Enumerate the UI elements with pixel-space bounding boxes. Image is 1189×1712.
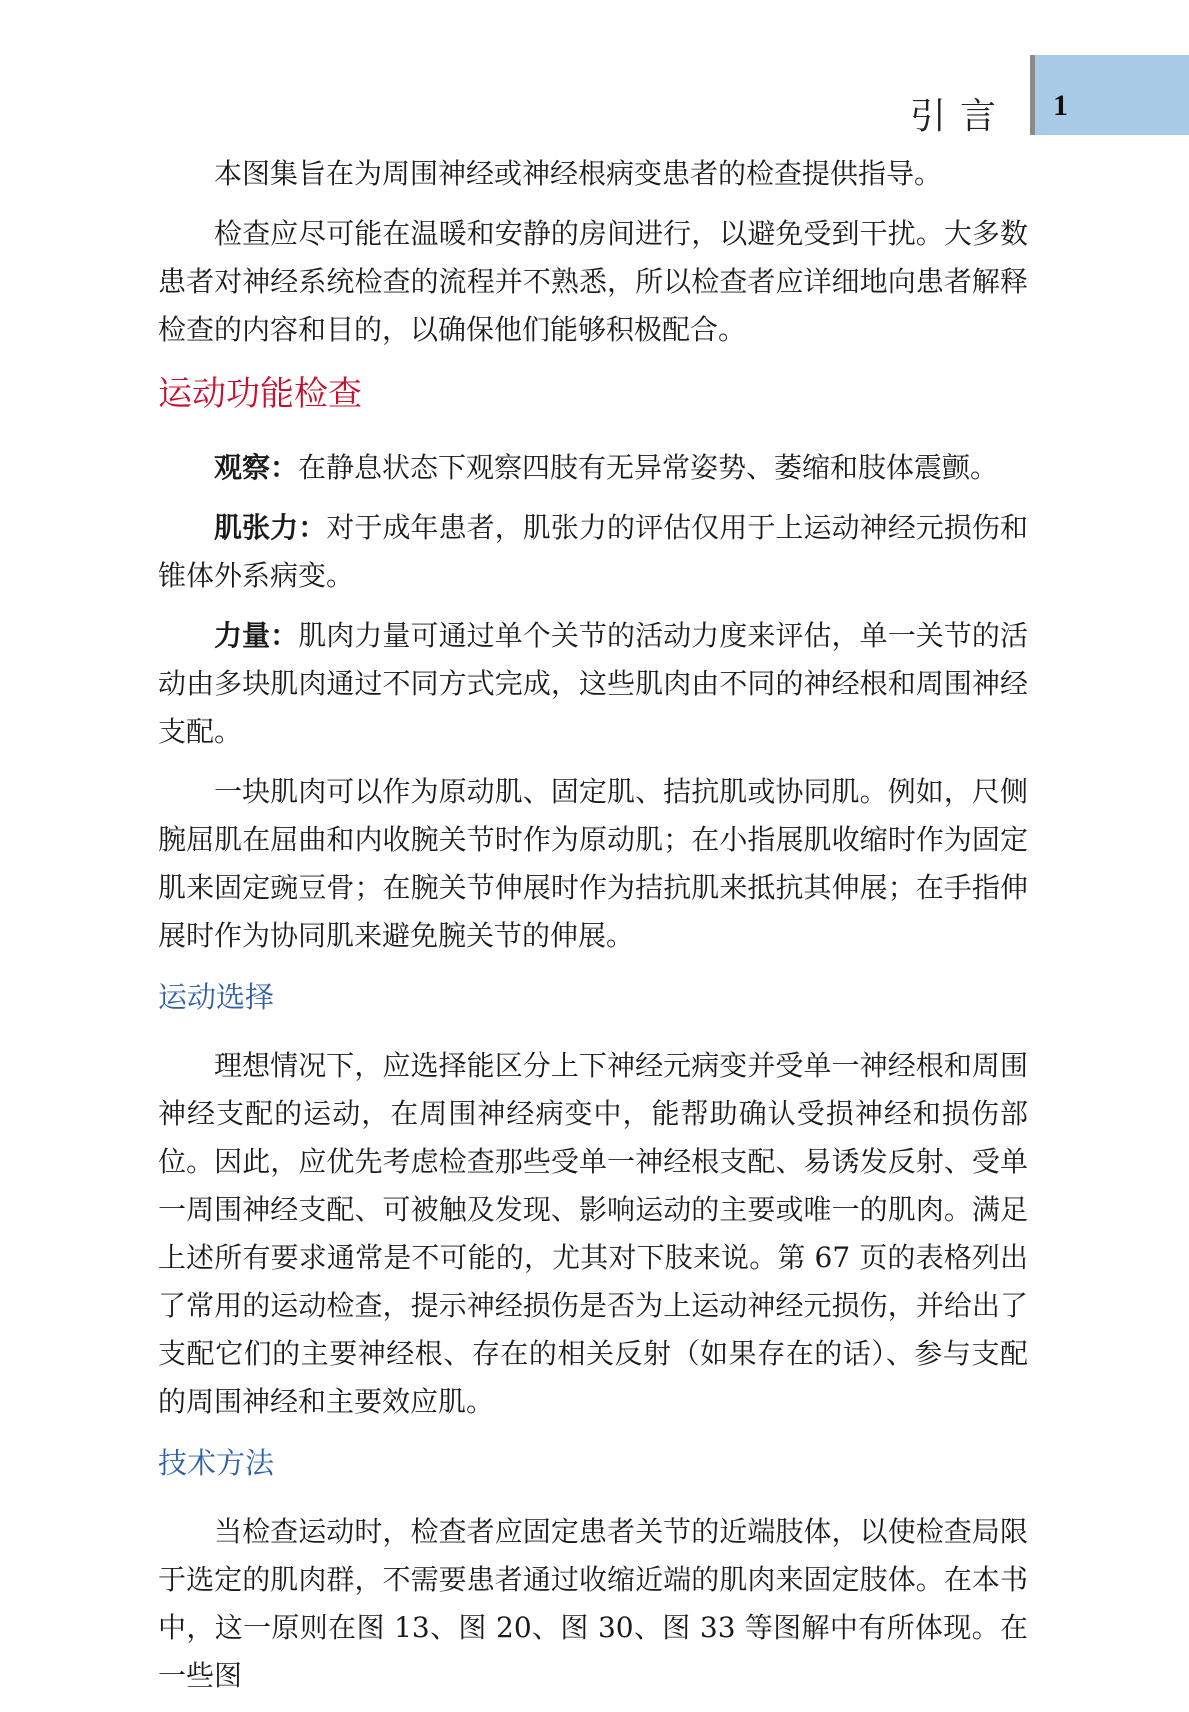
power-paragraph — [158, 612, 1028, 756]
observe-term: 观察： — [214, 451, 299, 484]
page-number: 1 — [1053, 89, 1068, 122]
tone-term: 肌张力： — [214, 511, 327, 544]
muscle-roles-paragraph: 一块肌肉可以作为原动肌、固定肌、拮抗肌或协同肌。例如，尺侧腕屈肌在屈曲和内收腕关节时作为原动肌；在小指展肌收缩时作为固定肌来固定豌豆骨；在腕关节伸展时作为拮抗肌来抵抗其伸展；在手指伸展时作为协同肌来避免腕关节的伸展。 — [158, 775, 1028, 952]
observe-text: 在静息状态下观察四肢有无异常姿势、萎缩和肢体震颤。 — [298, 451, 999, 484]
selection-paragraph: 理想情况下，应选择能区分上下神经元病变并受单一神经根和周围神经支配的运动，在周围神经病变中，能帮助确认受损神经和损伤部位。因此，应优先考虑检查那些受单一神经根支配、易诱发反射、受单一周围神经支配、可被触及发现、影响运动的主要或唯一的肌肉。满足上述所有要求通常是不可能的，尤其对下肢来说。第 67 页的表格列出了常用的运动检查，提示神经损伤是否为上运动神经元损伤，并给出了支配它们的主要神经根、存在的相关反射（如果存在的话）、参与支配的周围神经和主要效应肌。 — [158, 1049, 1028, 1418]
tone-text: 对于成年患者，肌张力的评估仅用于上运动神经元损伤和锥体外系病变。 — [158, 511, 1028, 592]
section-heading-motor-exam: 运动功能检查 — [158, 374, 362, 414]
observe-paragraph — [158, 444, 1028, 492]
technique-paragraph: 当检查运动时，检查者应固定患者关节的近端肢体，以使检查局限于选定的肌肉群，不需要患者通过收缩近端的肌肉来固定肢体。在本书中，这一原则在图 13、图 20、图 30、图 33 等图解中有所体现。在一些图 — [158, 1515, 1028, 1692]
intro-paragraph-2: 检查应尽可能在温暖和安静的房间进行，以避免受到干扰。大多数患者对神经系统检查的流程并不熟悉，所以检查者应详细地向患者解释检查的内容和目的，以确保他们能够积极配合。 — [158, 217, 1028, 346]
tone-paragraph — [158, 504, 1028, 600]
page-number-tab — [1030, 55, 1189, 135]
power-term: 力量： — [214, 619, 299, 652]
subheading-movement-selection: 运动选择 — [158, 980, 275, 1014]
subheading-technique: 技术方法 — [158, 1446, 275, 1480]
power-text: 肌肉力量可通过单个关节的活动力度来评估，单一关节的活动由多块肌肉通过不同方式完成，这些肌肉由不同的神经根和周围神经支配。 — [158, 619, 1028, 748]
running-header-title: 引言 — [910, 96, 1011, 137]
intro-paragraph-1: 本图集旨在为周围神经或神经根病变患者的检查提供指导。 — [214, 157, 943, 190]
page-body — [158, 150, 1028, 1712]
